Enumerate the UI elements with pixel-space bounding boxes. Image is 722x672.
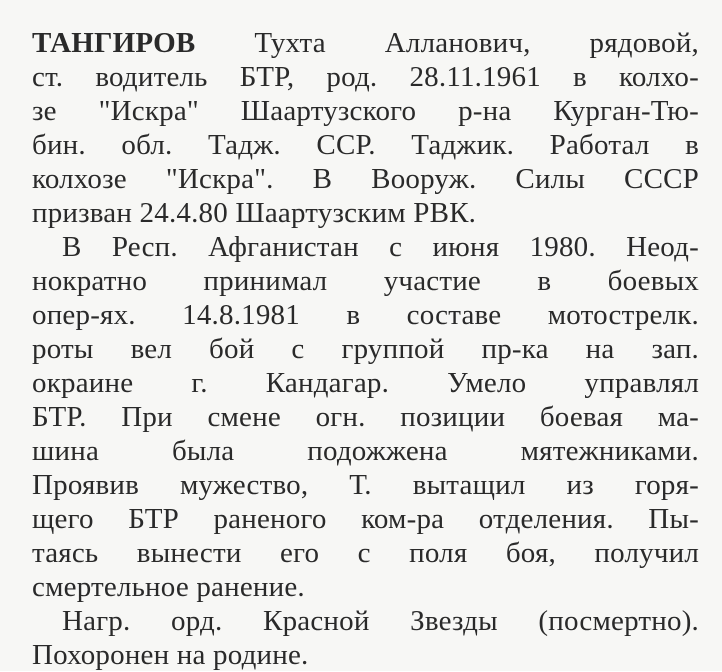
text-line: нократно принимал участие в боевых [32, 265, 699, 297]
text-line: таясь вынести его с поля боя, получил [32, 537, 699, 569]
text-line: В Респ. Афганистан с июня 1980. Неод- [62, 231, 699, 263]
text-line: Похоронен на родине. [32, 639, 309, 671]
text-line: колхозе "Искра". В Вооруж. Силы СССР [32, 163, 699, 195]
name-rank: Тухта Алланович, рядовой, [254, 27, 699, 59]
text-line: ст. водитель БТР, род. 28.11.1961 в колхо- [32, 61, 699, 93]
text-line: смертельное ранение. [32, 571, 305, 603]
surname: ТАНГИРОВ [32, 27, 196, 59]
text-line: роты вел бой с группой пр-ка на зап. [32, 333, 699, 365]
text-line: БТР. При смене огн. позиции боевая ма- [32, 401, 699, 433]
text-line: призван 24.4.80 Шаартузским РВК. [32, 197, 477, 229]
text-line: щего БТР раненого ком-ра отделения. Пы- [32, 503, 699, 535]
text-line: зе "Искра" Шаартузского р-на Курган-Тю- [32, 95, 699, 127]
text-line: окраине г. Кандагар. Умело управлял [32, 367, 699, 399]
text-line: Нагр. орд. Красной Звезды (посмертно). [62, 605, 699, 637]
text-line: Проявив мужество, Т. вытащил из горя- [32, 469, 699, 501]
text-line: шина была подожжена мятежниками. [32, 435, 699, 467]
text-line: бин. обл. Тадж. ССР. Таджик. Работал в [32, 129, 699, 161]
text-line: опер-ях. 14.8.1981 в составе мотострелк. [32, 299, 699, 331]
text-line [32, 26, 699, 60]
